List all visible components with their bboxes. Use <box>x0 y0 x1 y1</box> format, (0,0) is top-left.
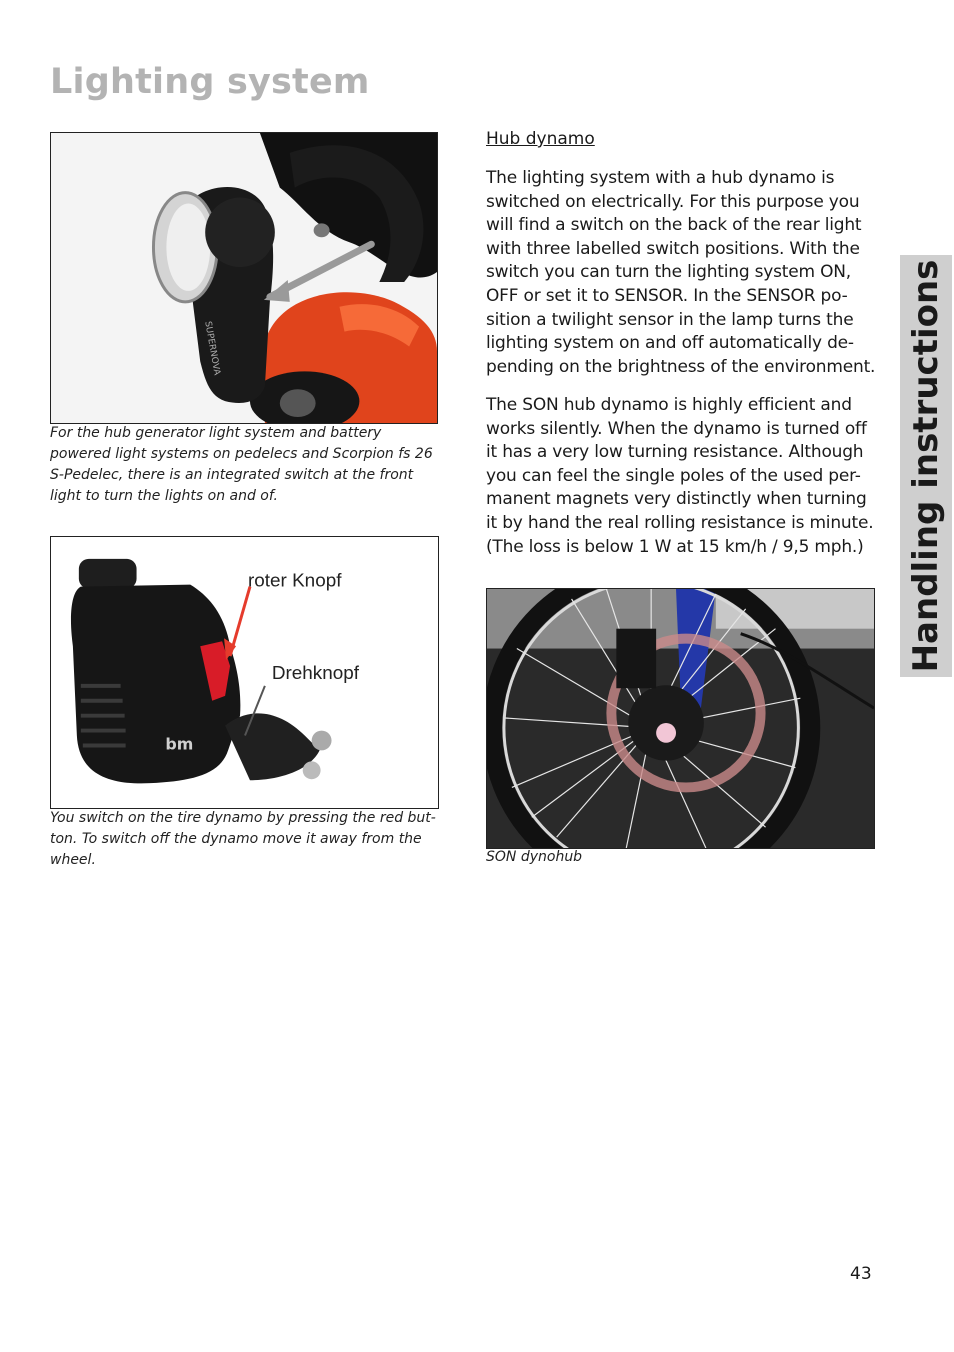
front-light-photo <box>50 132 438 424</box>
red-button-label: roter Knopf <box>247 570 342 592</box>
svg-text:SUPERNOVA: SUPERNOVA <box>202 320 222 377</box>
front-light-caption: For the hub generator light system and battery powered light systems on pedelecs and Scorpion fs 26 S-Pedelec, there is an integrated switch at the front light to turn the lights on and of. <box>50 425 433 504</box>
page-title: Lighting system <box>50 62 370 102</box>
knob-label: Drehknopf <box>271 662 360 684</box>
tire-dynamo-caption: You switch on the tire dynamo by pressing the red but-ton. To switch off the dynamo move it away from the wheel. <box>50 810 436 868</box>
body-paragraph-1: The lighting system with a hub dynamo is switched on electrically. For this purpose you will find a switch on the back of the rear light with three labelled switch positions. With the switch you can turn the lighting system ON, OFF or set it to SENSOR. In the SENSOR po-sition a twilight sensor in the lamp turns the lighting system on and off automatically de-pending on the brightness of the environment. <box>486 168 876 377</box>
son-hub-caption: SON dynohub <box>486 849 583 865</box>
brand-mark: bm <box>165 734 194 754</box>
tire-dynamo-photo <box>50 536 439 809</box>
section-side-tab-label: Handling instructions <box>906 259 946 673</box>
section-side-tab <box>900 255 952 677</box>
body-paragraph-2: The SON hub dynamo is highly efficient and works silently. When the dynamo is turned off it has a very low turning resistance. Although you can feel the single poles of the used per-manent magnets very distinctly when turning it by hand the real rolling resistance is minute. (The loss is below 1 W at 15 km/h / 9,5 mph.) <box>486 395 874 557</box>
page-number: 43 <box>850 1264 872 1284</box>
section-heading: Hub dynamo <box>486 129 595 149</box>
son-hub-photo <box>486 588 875 849</box>
